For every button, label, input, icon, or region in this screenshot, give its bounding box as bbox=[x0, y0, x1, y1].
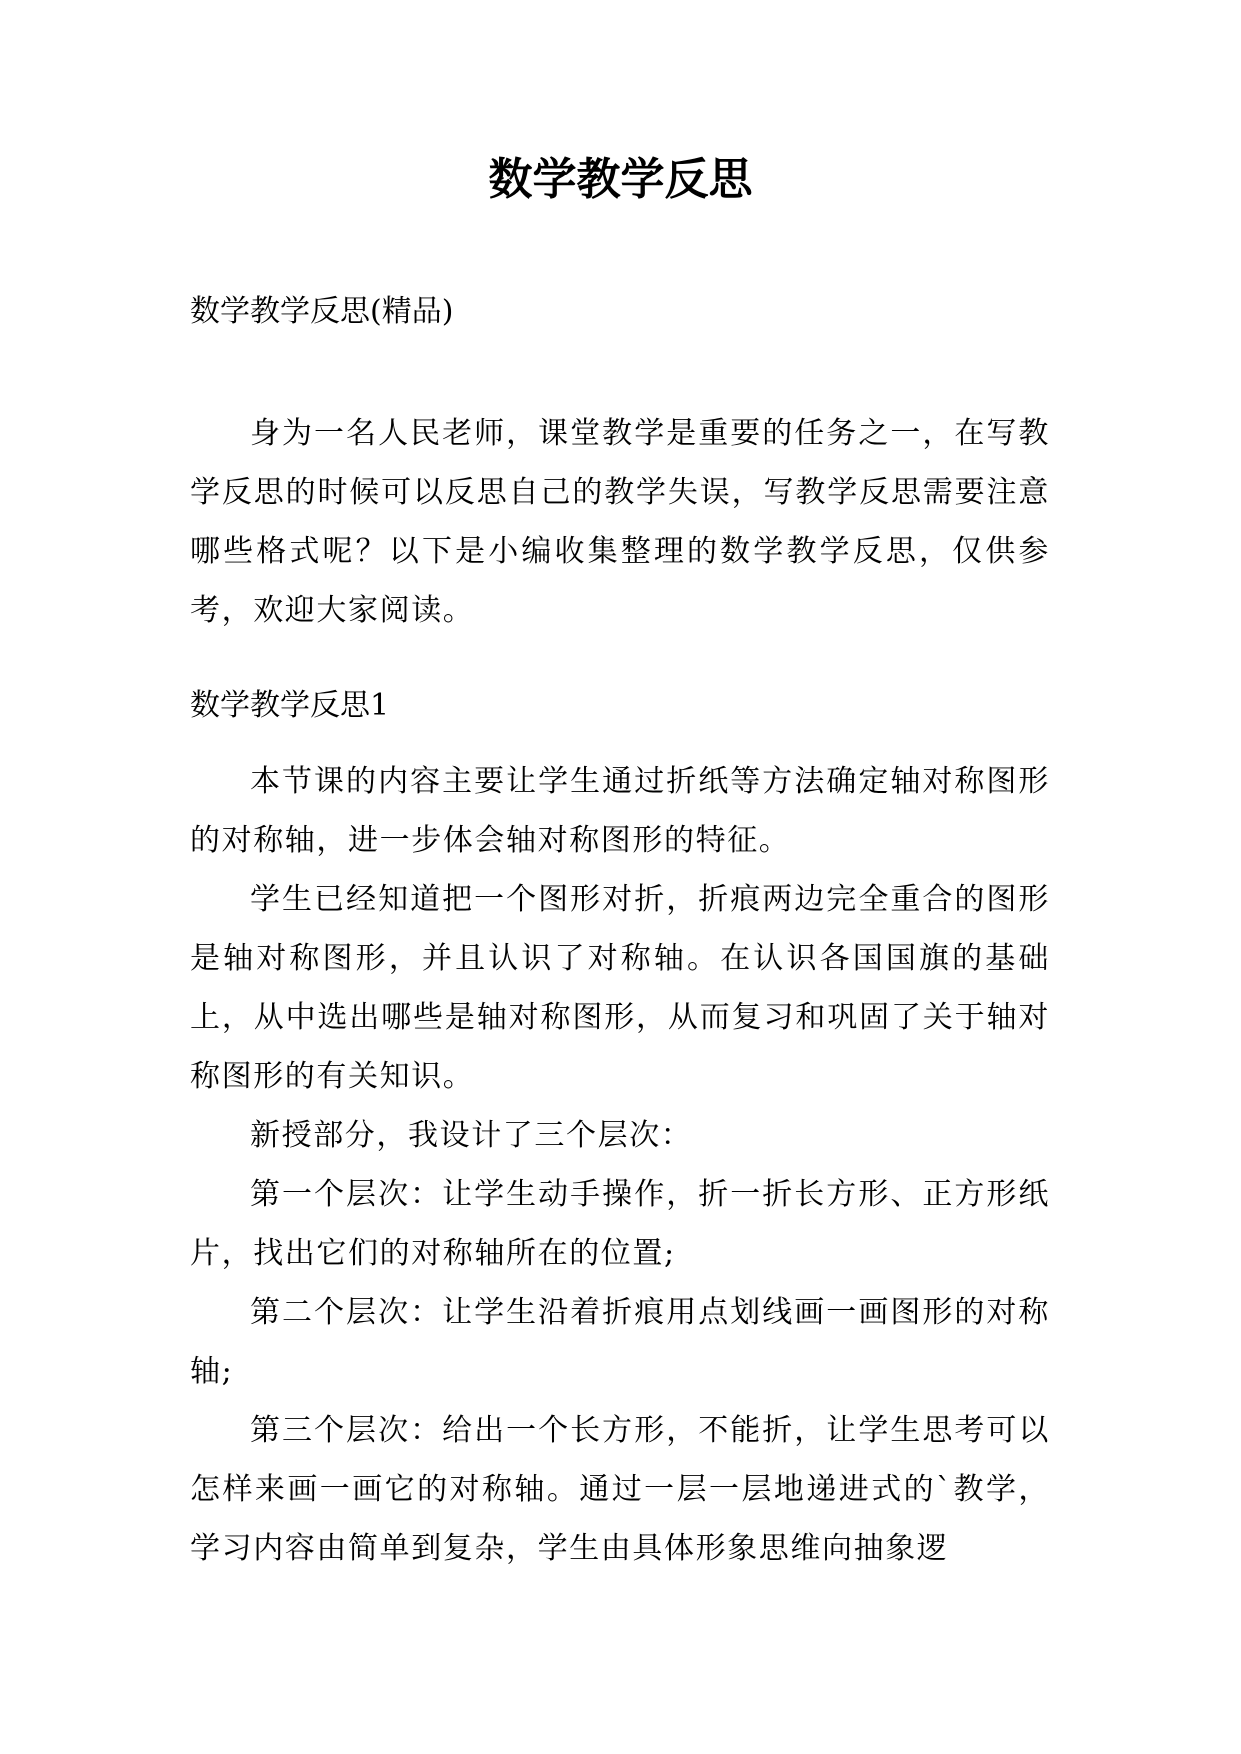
section-heading: 数学教学反思1 bbox=[190, 688, 390, 723]
section-paragraph: 第二个层次：让学生沿着折痕用点划线画一画图形的对称轴; bbox=[190, 1295, 1050, 1389]
intro-section bbox=[190, 404, 1050, 640]
intro-paragraph: 身为一名人民老师，课堂教学是重要的任务之一，在写教学反思的时候可以反思自己的教学失误，写教学反思需要注意哪些格式呢？以下是小编收集整理的数学教学反思，仅供参考，欢迎大家阅读。 bbox=[190, 416, 1050, 628]
section-paragraph: 第一个层次：让学生动手操作，折一折长方形、正方形纸片，找出它们的对称轴所在的位置; bbox=[190, 1177, 1050, 1271]
document-subtitle: 数学教学反思(精品) bbox=[190, 294, 454, 329]
section-paragraph: 本节课的内容主要让学生通过折纸等方法确定轴对称图形的对称轴，进一步体会轴对称图形的特征。 bbox=[190, 764, 1050, 858]
section-paragraph: 新授部分，我设计了三个层次： bbox=[250, 1118, 693, 1153]
section-paragraph: 学生已经知道把一个图形对折，折痕两边完全重合的图形是轴对称图形，并且认识了对称轴。在认识各国国旗的基础上，从中选出哪些是轴对称图形，从而复习和巩固了关于轴对称图形的有关知识。 bbox=[190, 882, 1050, 1094]
document-title: 数学教学反思 bbox=[488, 154, 753, 205]
section-body bbox=[190, 752, 1050, 1578]
section-paragraph: 第三个层次：给出一个长方形，不能折，让学生思考可以怎样来画一画它的对称轴。通过一层一层地递进式的`教学，学习内容由简单到复杂，学生由具体形象思维向抽象逻 bbox=[190, 1413, 1050, 1566]
